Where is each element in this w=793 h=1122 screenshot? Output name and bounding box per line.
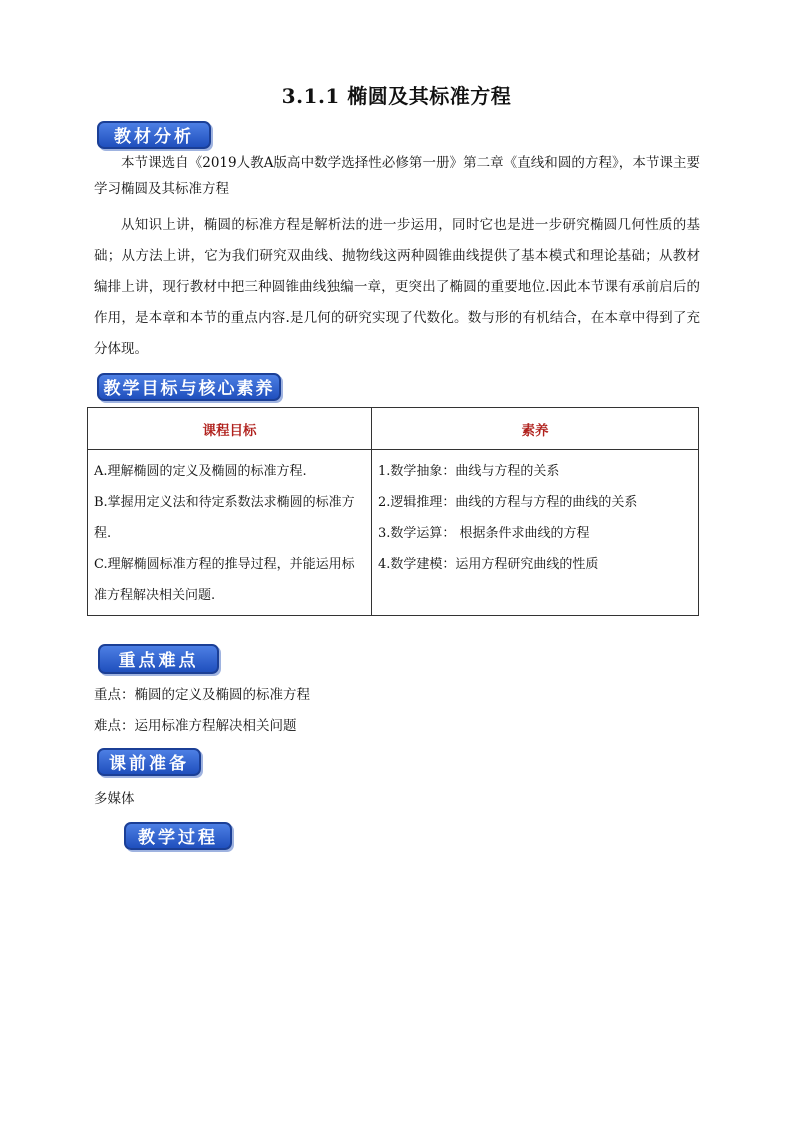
section-badge-preparation: 课前准备 <box>97 748 201 776</box>
course-goals-cell <box>88 450 372 616</box>
literacy-item-1: 1.数学抽象：曲线与方程的关系 <box>378 464 560 479</box>
literacy-item-2: 2.逻辑推理：曲线的方程与方程的曲线的关系 <box>378 495 638 510</box>
analysis-paragraph-2: 从知识上讲，椭圆的标准方程是解析法的进一步运用，同时它也是进一步研究椭圆几何性质的基础；从方法上讲，它为我们研究双曲线、抛物线这两种圆锥曲线提供了基本模式和理论基础；从教材编排上讲，现行教材中把三种圆锥曲线独编一章，更突出了椭圆的重要地位.因此本节课有承前启后的作用，是本章和本节的重点内容.是几何的研究实现了代数化。数与形的有机结合，在本章中得到了充分体现。 <box>94 217 700 357</box>
analysis-paragraph-1: 本节课选自《2019人教A版高中数学选择性必修第一册》第二章《直线和圆的方程》，本节课主要学习椭圆及其标准方程 <box>94 155 700 197</box>
course-goal-c: C.理解椭圆标准方程的推导过程，并能运用标准方程解决相关问题. <box>94 557 355 603</box>
preparation-text: 多媒体 <box>94 791 135 807</box>
literacy-item-3: 3.数学运算： 根据条件求曲线的方程 <box>378 526 590 541</box>
section-badge-goals: 教学目标与核心素养 <box>97 373 281 401</box>
goals-table <box>87 407 699 616</box>
key-point-difficulty: 难点：运用标准方程解决相关问题 <box>94 718 297 734</box>
goals-header-literacy: 素养 <box>372 408 699 450</box>
literacy-item-4: 4.数学建模：运用方程研究曲线的性质 <box>378 557 599 572</box>
section-badge-analysis: 教材分析 <box>97 121 211 149</box>
course-goal-b: B.掌握用定义法和待定系数法求椭圆的标准方程. <box>94 495 355 541</box>
key-point-focus: 重点：椭圆的定义及椭圆的标准方程 <box>94 687 310 703</box>
page-title: 3.1.1 椭圆及其标准方程 <box>281 84 512 108</box>
section-badge-key-points: 重点难点 <box>98 644 219 674</box>
literacy-cell <box>372 450 699 616</box>
goals-header-course: 课程目标 <box>88 408 372 450</box>
course-goal-a: A.理解椭圆的定义及椭圆的标准方程. <box>94 464 307 479</box>
section-badge-process: 教学过程 <box>124 822 232 850</box>
